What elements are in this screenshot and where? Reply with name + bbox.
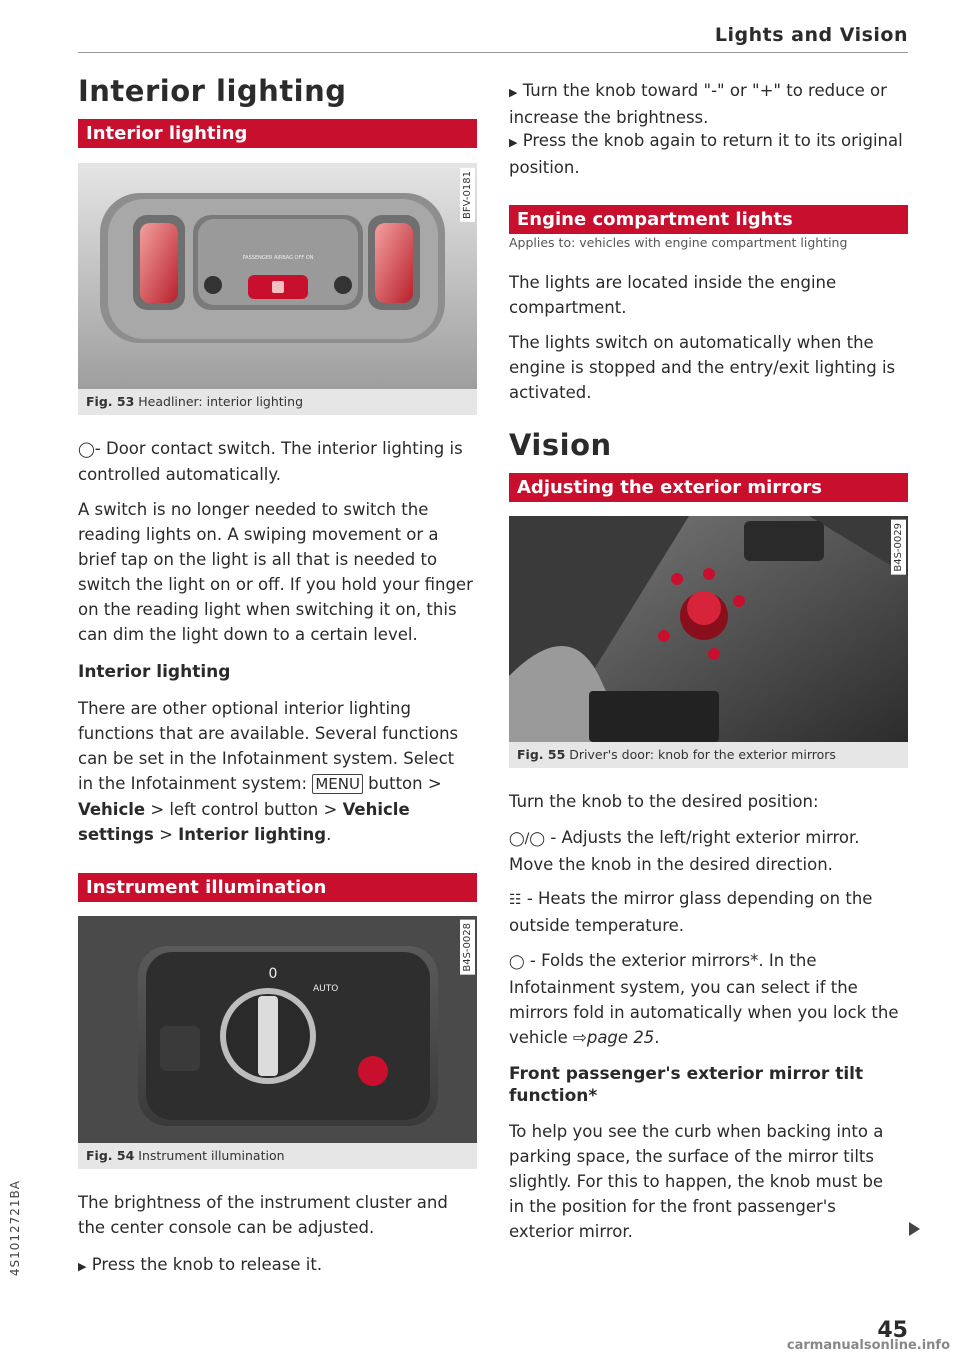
interior-lighting-term: Interior lighting [178, 825, 327, 844]
heat-mirror-paragraph [509, 886, 904, 938]
step-press-knob [78, 1252, 473, 1279]
header-divider [78, 52, 908, 53]
bullet-arrow-icon: ▶ [78, 1260, 87, 1273]
optional-text-4: > [153, 825, 179, 844]
optional-text-1: There are other optional interior lighting functions that are available. Several functions can be set in the Infotainment system. Select in the Infotainment system: [78, 699, 459, 793]
airbag-indicator-label: PASSENGER AIRBAG OFF ON [242, 255, 314, 261]
page-number: 45 [877, 1318, 908, 1343]
chapter-heading-interior-lighting: Interior lighting [78, 74, 347, 108]
step-return-text: Press the knob again to return it to its original position. [509, 131, 903, 177]
watermark: carmanualsonline.info [786, 1338, 950, 1353]
applies-to-note: Applies to: vehicles with engine compartment lighting [509, 235, 848, 250]
figure-54-number: Fig. 54 [86, 1148, 135, 1163]
figure-55-mirror-knob [509, 516, 908, 742]
mirror-knob-illustration [509, 516, 908, 742]
bullet-arrow-icon: ▶ [509, 86, 518, 99]
subheading-tilt-function: Front passenger's exterior mirror tilt function* [509, 1064, 864, 1106]
figure-53-number: Fig. 53 [86, 394, 135, 409]
fold-mirror-text-end: . [654, 1028, 660, 1047]
mirror-heater-icon: ☷ [509, 892, 522, 908]
door-contact-paragraph [78, 436, 473, 487]
tilt-paragraph: To help you see the curb when backing into a parking space, the surface of the mirror tilts slightly. For this to happen, the knob must be in the position for the front passenger's exterior mirror. [509, 1122, 884, 1241]
heat-mirror-text: - Heats the mirror glass depending on the outside temperature. [509, 889, 873, 935]
optional-functions-paragraph [78, 696, 473, 847]
figure-55-number: Fig. 55 [517, 747, 566, 762]
door-contact-text: - Door contact switch. The interior lighting is controlled automatically. [78, 439, 463, 484]
fold-mirror-text: - Folds the exterior mirrors*. In the Infotainment system, you can select if the mirrors fold in automatically when you lock the vehicle [509, 951, 899, 1047]
vehicle-settings-term: Vehicle settings [78, 800, 410, 844]
running-header: Lights and Vision [714, 24, 908, 46]
figure-53-caption [78, 389, 477, 415]
brightness-paragraph: The brightness of the instrument cluster and the center console can be adjusted. [78, 1193, 448, 1237]
section-bar-exterior-mirrors: Adjusting the exterior mirrors [509, 473, 908, 502]
figure-55-caption-text: Driver's door: knob for the exterior mirrors [569, 747, 836, 762]
optional-text-3: > left control button > [145, 800, 343, 819]
section-bar-instrument-illumination: Instrument illumination [78, 873, 477, 902]
door-contact-icon: ◯ [78, 440, 95, 458]
step-press-text: Press the knob to release it. [91, 1255, 323, 1274]
figure-54-caption [78, 1143, 477, 1169]
mirror-left-right-icon: ◯/◯ [509, 831, 546, 847]
engine-lights-location: The lights are located inside the engine compartment. [509, 273, 837, 317]
figure-54-knob [78, 916, 477, 1143]
subheading-interior-lighting: Interior lighting [78, 662, 231, 682]
figure-55-caption [509, 742, 908, 768]
step-turn-text: Turn the knob toward "-" or "+" to reduce or increase the brightness. [509, 81, 887, 127]
fold-mirror-paragraph [509, 948, 904, 1050]
section-bar-interior-lighting: Interior lighting [78, 119, 477, 148]
vehicle-term: Vehicle [78, 800, 146, 819]
menu-key: MENU [312, 774, 363, 794]
step-turn-knob [509, 78, 904, 130]
turn-knob-paragraph: Turn the knob to the desired position: [509, 792, 819, 811]
knob-zero-label: 0 [268, 966, 278, 982]
headliner-illustration [78, 163, 477, 389]
optional-text-5: . [326, 825, 332, 844]
figure-54-id: B4S-0028 [460, 920, 475, 975]
figure-53-headliner [78, 163, 477, 389]
figure-54-caption-text: Instrument illumination [138, 1148, 285, 1163]
continue-arrow-icon [909, 1222, 920, 1236]
light-switch-illustration [78, 916, 477, 1143]
adjust-mirror-paragraph [509, 825, 904, 877]
page-25-link[interactable]: ⇨page 25 [573, 1028, 655, 1047]
engine-lights-auto: The lights switch on automatically when the engine is stopped and the entry/exit lighting is activated. [509, 333, 896, 402]
mirror-fold-icon: ◯ [509, 954, 525, 970]
step-return-knob [509, 128, 904, 180]
knob-auto-label: AUTO [313, 984, 339, 994]
figure-53-caption-text: Headliner: interior lighting [138, 394, 304, 409]
optional-text-2: button > [362, 774, 442, 793]
section-bar-engine-compartment: Engine compartment lights [509, 205, 908, 234]
reading-light-paragraph: A switch is no longer needed to switch the reading lights on. A swiping movement or a brief tap on the light is all that is needed to switch the light on or off. If you hold your finger on the reading light when switching it on, this can dim the light down to a certain level. [78, 500, 473, 644]
adjust-mirror-text: - Adjusts the left/right exterior mirror. Move the knob in the desired direction. [509, 828, 860, 874]
figure-55-id: B4S-0029 [891, 520, 906, 575]
bullet-arrow-icon: ▶ [509, 136, 518, 149]
chapter-heading-vision: Vision [509, 428, 612, 462]
figure-53-id: BFV-0181 [460, 168, 475, 222]
document-code: 4S1012721BA [8, 1180, 22, 1277]
